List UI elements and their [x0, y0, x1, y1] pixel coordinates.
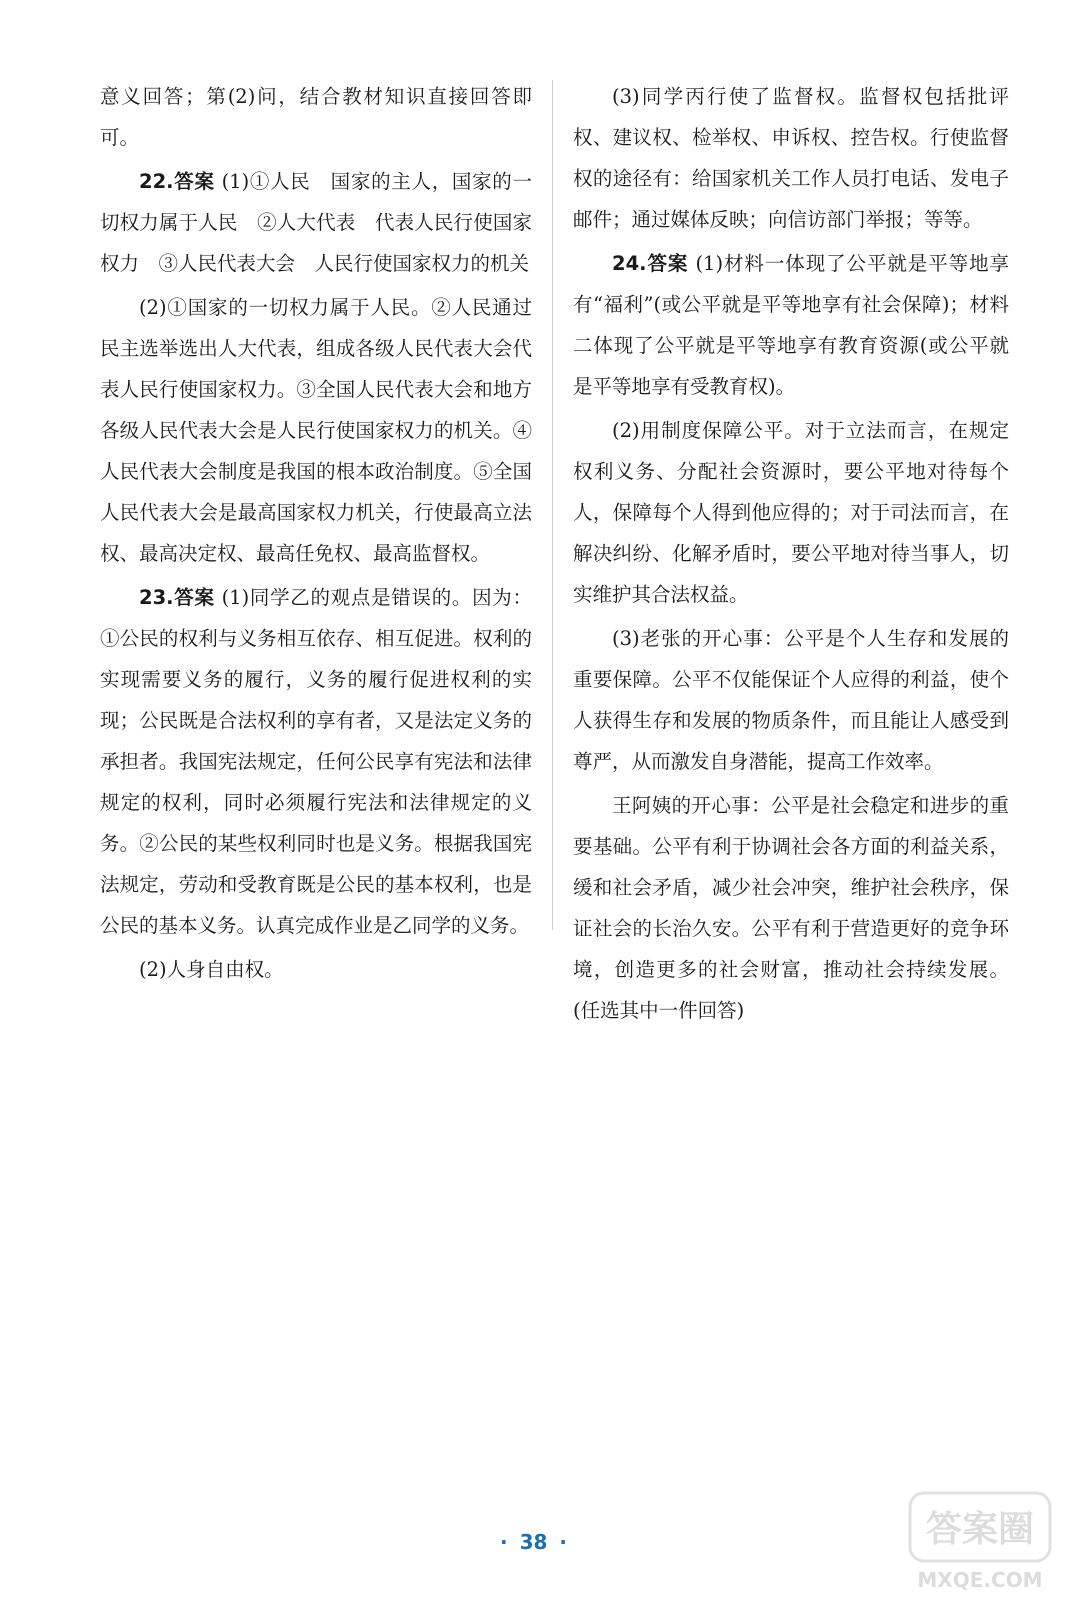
q24-part3: (3)老张的开心事：公平是个人生存和发展的重要保障。公平不仅能保证个人应得的利益，使个人获得生存和发展的物质条件，而且能让人感受到尊严，从而激发自身潜能，提高工作效率。 [573, 627, 1009, 773]
q24-label: 答案 [646, 252, 689, 275]
page-dot-right: · [559, 1530, 568, 1554]
q23-answer [100, 577, 532, 946]
page-number-value: 38 [519, 1530, 548, 1554]
left-column [100, 76, 532, 993]
q24-answer [573, 243, 1009, 407]
q23-part1: (1)同学乙的观点是错误的。因为：①公民的权利与义务相互依存、相互促进。权利的实现需要义务的履行，义务的履行促进权利的实现；公民既是合法权利的享有者，又是法定义务的承担者。我国宪法规定，任何公民享有宪法和法律规定的权利，同时必须履行宪法和法律规定的义务。②公民的某些权利同时也是义务。根据我国宪法规定，劳动和受教育既是公民的基本权利，也是公民的基本义务。认真完成作业是乙同学的义务。 [100, 586, 532, 937]
q22-label: 答案 [173, 170, 215, 193]
q23-part3: (3)同学丙行使了监督权。监督权包括批评权、建议权、检举权、申诉权、控告权。行使监督权的途径有：给国家机关工作人员打电话、发电子邮件；通过媒体反映；向信访部门举报；等等。 [573, 85, 1009, 231]
q23-label: 答案 [173, 586, 215, 609]
watermark-site: MXQE.COM [917, 1568, 1043, 1592]
q22-part1: (1)①人民 国家的主人，国家的一切权力属于人民 ②人大代表 代表人民行使国家权力 ③人民代表大会 人民行使国家权力的机关 [100, 170, 532, 275]
q22-part2: (2)①国家的一切权力属于人民。②人民通过民主选举选出人大代表，组成各级人民代表大会代表人民行使国家权力。③全国人民代表大会和地方各级人民代表大会是人民行使国家权力的机关。④人民代表大会制度是我国的根本政治制度。⑤全国人民代表大会是最高国家权力机关，行使最高立法权、最高决定权、最高任免权、最高监督权。 [100, 296, 532, 565]
right-column [573, 76, 1009, 1034]
q24-part1: (1)材料一体现了公平就是平等地享有“福利”(或公平就是平等地享有社会保障)；材料二体现了公平就是平等地享有教育资源(或公平就是平等地享有受教育权)。 [573, 252, 1009, 398]
watermark-logo-text: 答案圈 [925, 1509, 1035, 1550]
q22-answer [100, 161, 532, 284]
q24-number: 24. [612, 252, 647, 275]
q23-part2: (2)人身自由权。 [139, 958, 284, 981]
watermark-logo [900, 1485, 1060, 1595]
column-divider [552, 80, 553, 930]
q24-part4: 王阿姨的开心事：公平是社会稳定和进步的重要基础。公平有利于协调社会各方面的利益关系，缓和社会矛盾，减少社会冲突，维护社会秩序，保证社会的长治久安。公平有利于营造更好的竞争环境，创造更多的社会财富，推动社会持续发展。(任选其中一件回答) [573, 794, 1009, 1022]
intro-line: 意义回答；第(2)问，结合教材知识直接回答即可。 [100, 85, 532, 149]
q23-number: 23. [139, 586, 174, 609]
q24-part2: (2)用制度保障公平。对于立法而言，在规定权利义务、分配社会资源时，要公平地对待每个人，保障每个人得到他应得的；对于司法而言，在解决纠纷、化解矛盾时，要公平地对待当事人，切实维护其合法权益。 [573, 419, 1009, 606]
q22-number: 22. [139, 170, 174, 193]
page-dot-left: · [499, 1530, 508, 1554]
